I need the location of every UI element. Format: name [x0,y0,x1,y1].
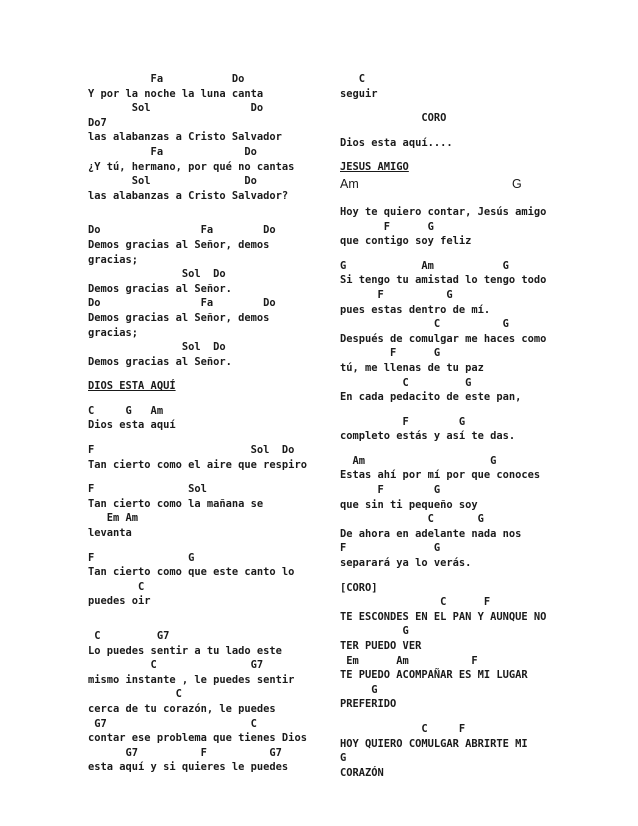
chord-line: G7 C [88,717,257,730]
lyric-line: En cada pedacito de este pan, [340,391,522,404]
song-title: JESUS AMIGO [340,161,409,174]
lyric-line: tú, me llenas de tu paz [340,361,484,374]
chord-line: Do Fa Do [88,297,276,310]
lyric-line: Estas ahí por mí por que conoces [340,469,541,482]
chord-line [340,175,570,195]
lyric-line: que sin ti pequeño soy [340,498,478,511]
spacer [340,444,570,454]
chord-line: CORO [340,112,447,125]
chord-label: Am [340,176,359,191]
chord-line: C F [340,596,491,609]
chord-line: F G [340,415,466,428]
lyric-line: Dios esta aquí [88,419,176,432]
lyric-line: Después de comulgar me haces como [340,332,547,345]
spacer [340,405,570,415]
lyric-line: las alabanzas a Cristo Salvador [88,131,282,144]
lyric-line: gracias; [88,253,139,266]
chord-line: G Am G [340,259,509,272]
spacer [340,712,570,722]
lyric-line: Si tengo tu amistad lo tengo todo [340,274,547,287]
chord-line: F G [340,542,441,555]
left-column [88,72,318,775]
spacer [340,571,570,581]
spacer [340,195,570,205]
lyric-line: HOY QUIERO COMULGAR ABRIRTE MI [340,737,528,750]
lyric-line: levanta [88,527,132,540]
lyric-line: Demos gracias al Señor, demos [88,311,270,324]
chord-line: C G [340,376,472,389]
lyric-line: TER PUEDO VER [340,640,422,652]
chord-line: F Sol Do [88,444,295,457]
lyric-line: [CORO] [340,581,378,594]
lyric-line: Y por la noche la luna canta [88,87,264,100]
lyric-line: TE PUEDO ACOMPAÑAR ES MI LUGAR [340,669,528,682]
lyric-line: puedes oir [88,595,151,608]
chord-line: F G [340,220,434,233]
chord-line: C G [340,513,484,526]
chord-line: Do Fa Do [88,224,276,237]
chord-line: C G7 [88,630,170,642]
spacer [88,203,318,223]
spacer [340,150,570,160]
chord-line: Em Am F [340,654,478,667]
lyric-line: Dios esta aquí.... [340,136,453,149]
lyric-line: pues estas dentro de mí. [340,303,491,316]
chord-line: Sol Do [88,341,226,354]
lyric-line: gracias; [88,326,139,339]
chord-line: Am G [340,454,497,467]
chord-line: Fa Do [88,145,257,158]
lyric-line: que contigo soy feliz [340,235,472,248]
chord-line: G [340,625,409,638]
chord-line: F G [340,484,441,497]
chord-line: G [340,752,347,765]
lyric-line: Tan cierto como que este canto lo [88,566,295,579]
lyric-line: ¿Y tú, hermano, por qué no cantas [88,160,295,173]
chord-line: F G [340,347,441,360]
chord-label: G [512,176,522,191]
lyric-line: las alabanzas a Cristo Salvador? [88,189,289,202]
chord-line: C [88,580,145,593]
chord-line: C F [340,722,466,735]
lyric-line: seguir [340,87,378,100]
lyric-line: Demos gracias al Señor, demos [88,238,270,251]
lyric-line: Tan cierto como el aire que respiro [88,458,307,471]
chord-line: Do7 [88,116,107,129]
spacer [340,249,570,259]
lyric-line: mismo instante , le puedes sentir [88,673,295,686]
chord-line: Em Am [88,512,139,525]
chord-line: G7 F G7 [88,746,282,759]
chord-line: F G [340,288,453,301]
chord-line: G [340,683,378,696]
chord-line: Sol Do [88,175,257,188]
chord-line: F G [88,551,195,564]
spacer [340,126,570,136]
chord-line: C G7 [88,659,264,672]
lyric-line: esta aquí y si quieres le puedes [88,761,289,774]
lyric-line: TE ESCONDES EN EL PAN Y AUNQUE NO [340,610,547,623]
lyric-line: Demos gracias al Señor. [88,355,232,368]
spacer [340,101,570,111]
spacer [88,394,318,404]
lyric-line: Demos gracias al Señor. [88,282,232,295]
chord-line: Sol Do [88,102,264,115]
lyric-line: CORAZÓN [340,766,384,779]
spacer [88,369,318,379]
lyric-line: De ahora en adelante nada nos [340,527,522,540]
chord-line: F Sol [88,483,207,496]
song-title: DIOS ESTA AQUÍ [88,380,176,393]
lyric-line: completo estás y así te das. [340,430,516,443]
lyric-line: contar ese problema que tienes Dios [88,732,307,745]
chord-line: Sol Do [88,268,226,281]
lyric-line: separará ya lo verás. [340,557,472,570]
spacer [88,609,318,629]
right-column [340,72,570,780]
lyric-line: Tan cierto como la mañana se [88,497,264,510]
chord-line: C [88,688,182,701]
lyric-line: cerca de tu corazón, le puedes [88,702,276,715]
chord-line: C [340,73,366,85]
spacer [88,472,318,482]
chord-line: Fa Do [88,73,245,85]
spacer [88,433,318,443]
lyric-line: Hoy te quiero contar, Jesús amigo [340,205,547,218]
spacer [88,541,318,551]
lyric-line: PREFERIDO [340,698,397,711]
chord-line: C G [340,318,509,331]
chord-line: C G Am [88,404,164,417]
lyric-line: Lo puedes sentir a tu lado este [88,644,282,657]
